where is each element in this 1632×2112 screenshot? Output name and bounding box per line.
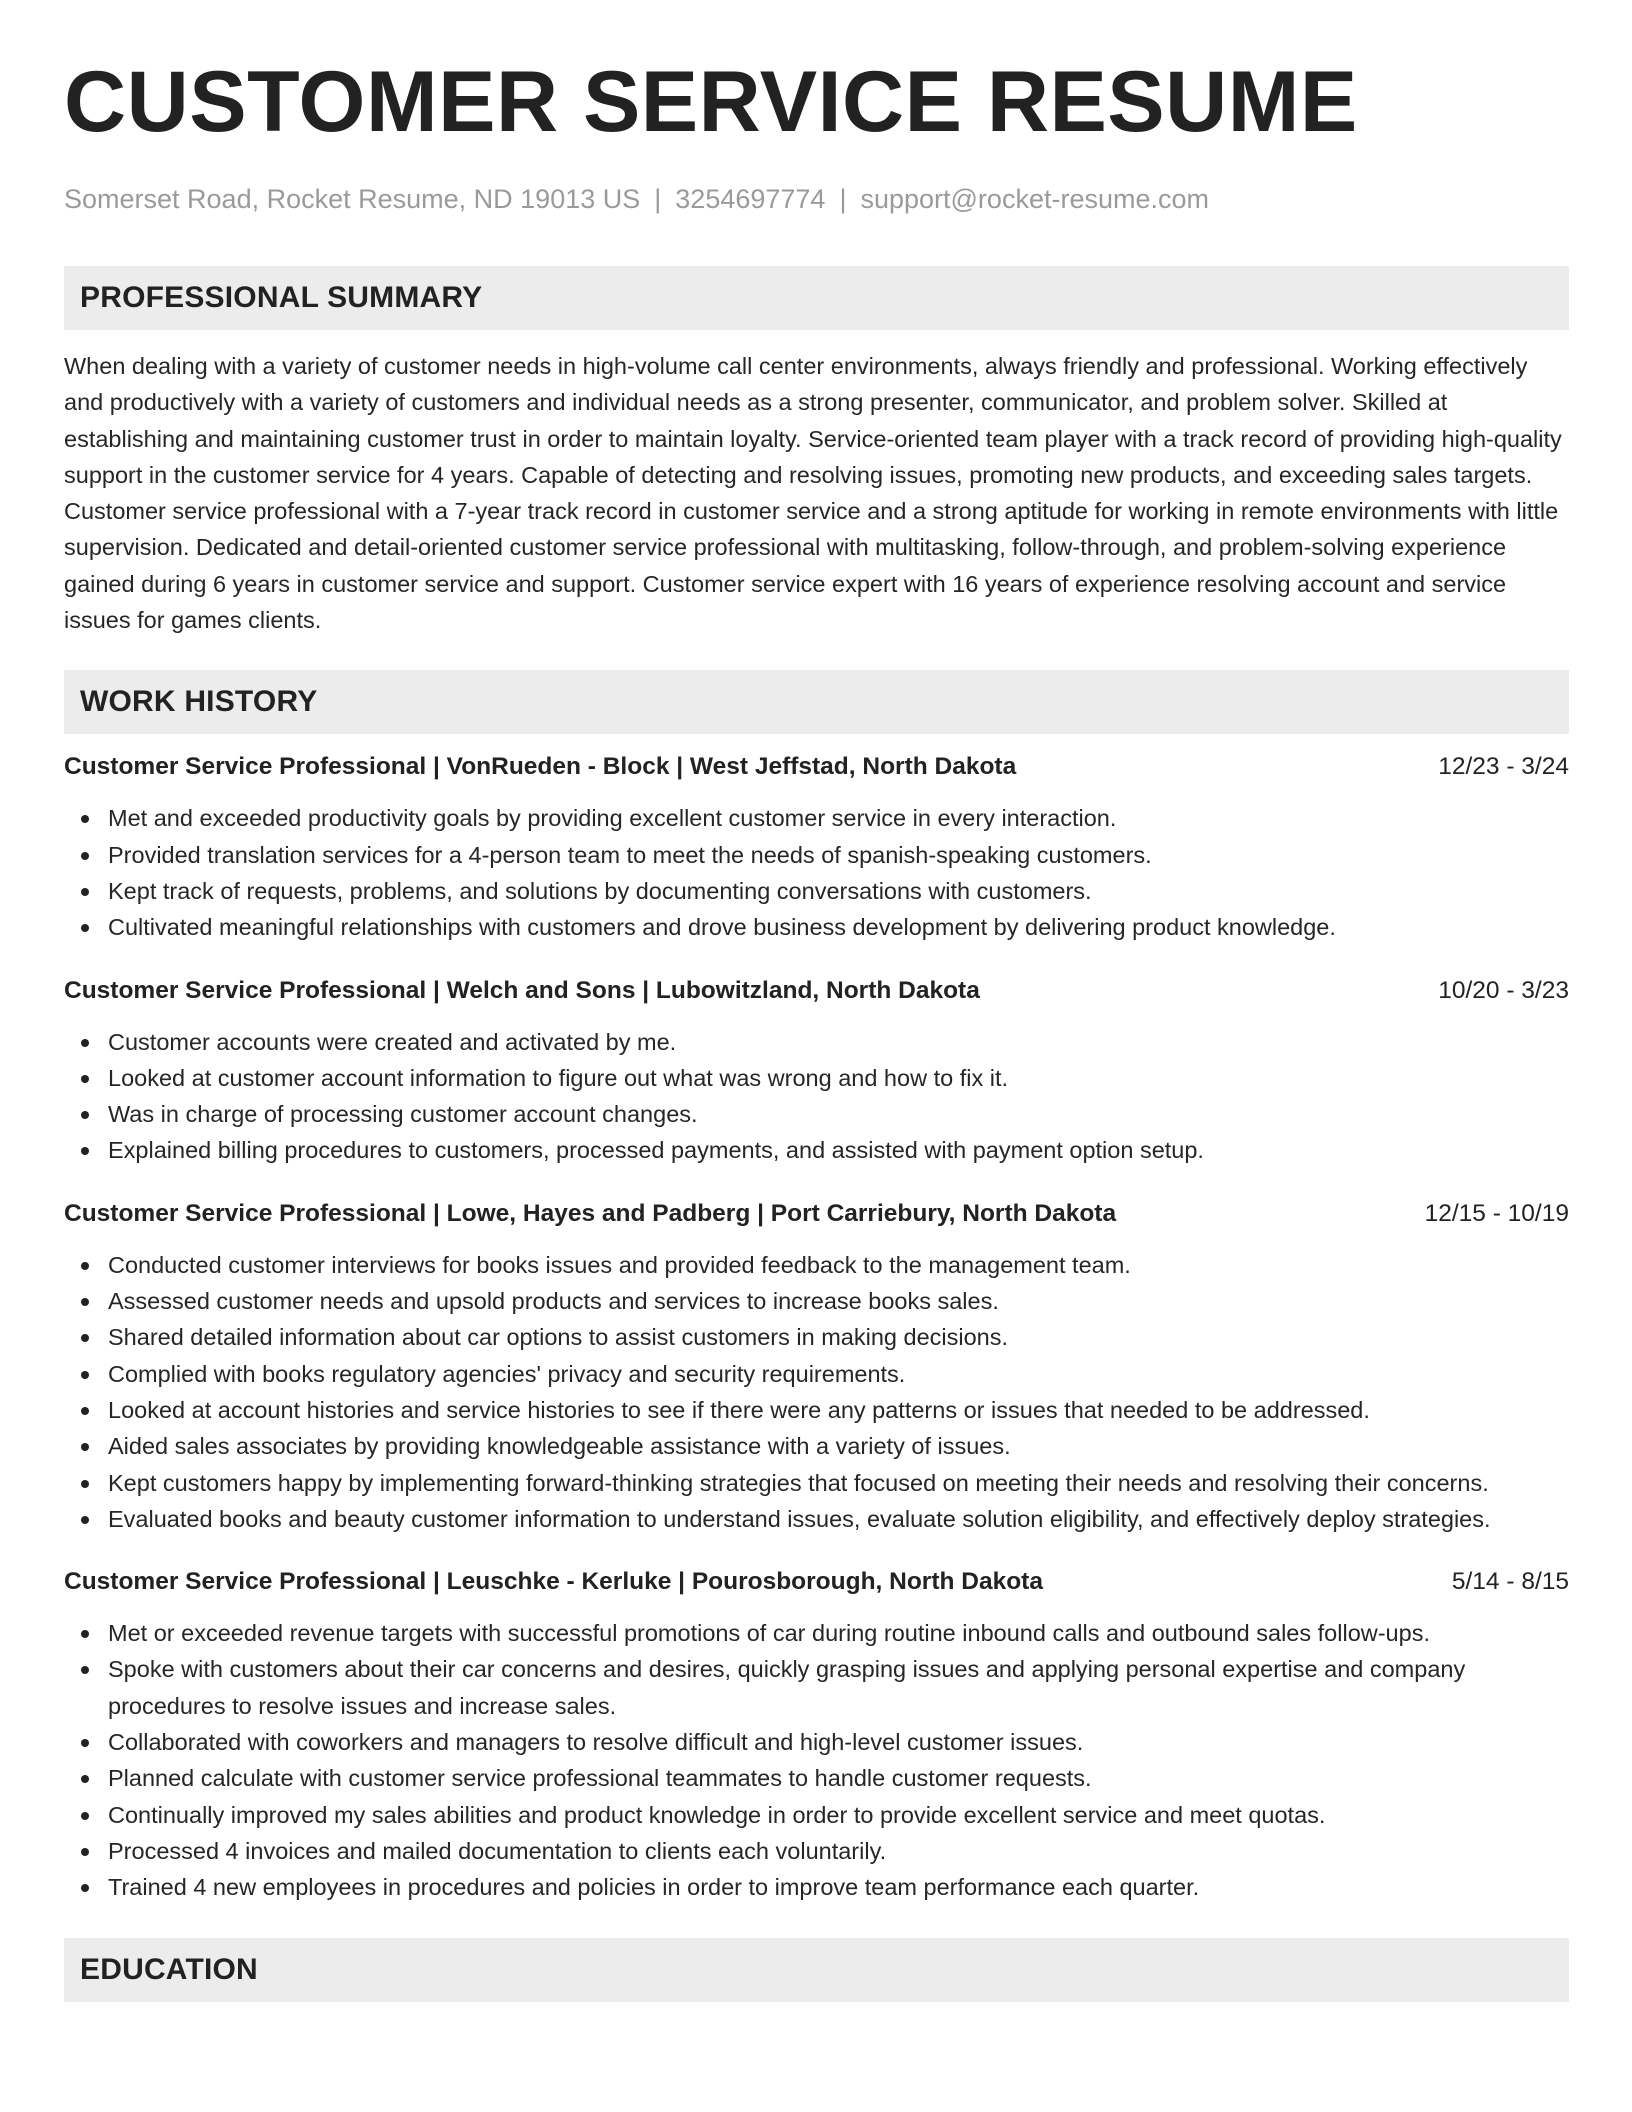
job-bullet: Continually improved my sales abilities and product knowledge in order to provide excellent service and meet quotas. bbox=[64, 1797, 1569, 1833]
contact-separator: | bbox=[839, 184, 847, 214]
job-bullet-list bbox=[64, 1024, 1569, 1169]
section-heading-professional-summary: PROFESSIONAL SUMMARY bbox=[64, 266, 1569, 330]
resume-title: CUSTOMER SERVICE RESUME bbox=[64, 54, 1358, 150]
job-bullet: Met or exceeded revenue targets with successful promotions of car during routine inbound calls and outbound sales follow-ups. bbox=[64, 1615, 1569, 1651]
job-bullet: Planned calculate with customer service professional teammates to handle customer requests. bbox=[64, 1760, 1569, 1796]
job-bullet: Collaborated with coworkers and managers to resolve difficult and high-level customer issues. bbox=[64, 1724, 1569, 1760]
job-title: Customer Service Professional | VonRueden - Block | West Jeffstad, North Dakota bbox=[64, 753, 1017, 781]
job-bullet: Conducted customer interviews for books issues and provided feedback to the management team. bbox=[64, 1247, 1569, 1283]
job-header bbox=[64, 974, 1569, 1008]
job-bullet: Kept customers happy by implementing forward-thinking strategies that focused on meeting their needs and resolving their concerns. bbox=[64, 1465, 1569, 1501]
job-bullet: Met and exceeded productivity goals by providing excellent customer service in every interaction. bbox=[64, 800, 1569, 836]
job-entry bbox=[64, 974, 1569, 1169]
job-header bbox=[64, 1565, 1569, 1599]
job-bullet: Looked at customer account information to figure out what was wrong and how to fix it. bbox=[64, 1060, 1569, 1096]
job-title: Customer Service Professional | Leuschke - Kerluke | Pourosborough, North Dakota bbox=[64, 1568, 1043, 1596]
job-bullet: Assessed customer needs and upsold products and services to increase books sales. bbox=[64, 1283, 1569, 1319]
contact-email: support@rocket-resume.com bbox=[860, 184, 1209, 214]
contact-separator: | bbox=[654, 184, 662, 214]
job-dates: 5/14 - 8/15 bbox=[1451, 1568, 1569, 1596]
job-title: Customer Service Professional | Welch and Sons | Lubowitzland, North Dakota bbox=[64, 976, 980, 1004]
job-bullet: Provided translation services for a 4-person team to meet the needs of spanish-speaking customers. bbox=[64, 837, 1569, 873]
job-bullet: Processed 4 invoices and mailed documentation to clients each voluntarily. bbox=[64, 1833, 1569, 1869]
contact-address: Somerset Road, Rocket Resume, ND 19013 US bbox=[64, 184, 641, 214]
contact-phone: 3254697774 bbox=[675, 184, 826, 214]
job-bullet: Aided sales associates by providing knowledgeable assistance with a variety of issues. bbox=[64, 1428, 1569, 1464]
section-heading-education: EDUCATION bbox=[64, 1938, 1569, 2002]
job-entry bbox=[64, 1197, 1569, 1537]
job-dates: 10/20 - 3/23 bbox=[1438, 976, 1569, 1004]
job-bullet: Was in charge of processing customer account changes. bbox=[64, 1096, 1569, 1132]
job-bullet-list bbox=[64, 1615, 1569, 1905]
job-header bbox=[64, 1197, 1569, 1231]
job-bullet: Trained 4 new employees in procedures and policies in order to improve team performance each quarter. bbox=[64, 1869, 1569, 1905]
job-bullet: Spoke with customers about their car concerns and desires, quickly grasping issues and applying personal expertise and company procedures to resolve issues and increase sales. bbox=[64, 1651, 1569, 1724]
job-dates: 12/15 - 10/19 bbox=[1424, 1199, 1569, 1227]
job-bullet: Customer accounts were created and activated by me. bbox=[64, 1024, 1569, 1060]
contact-line bbox=[64, 182, 1569, 216]
job-title: Customer Service Professional | Lowe, Hayes and Padberg | Port Carriebury, North Dakota bbox=[64, 1199, 1117, 1227]
job-entry bbox=[64, 1565, 1569, 1905]
job-bullet: Cultivated meaningful relationships with customers and drove business development by delivering product knowledge. bbox=[64, 909, 1569, 945]
job-bullet: Shared detailed information about car options to assist customers in making decisions. bbox=[64, 1319, 1569, 1355]
job-bullet: Kept track of requests, problems, and solutions by documenting conversations with customers. bbox=[64, 873, 1569, 909]
job-bullet: Evaluated books and beauty customer information to understand issues, evaluate solution eligibility, and effectively deploy strategies. bbox=[64, 1501, 1569, 1537]
job-bullet: Complied with books regulatory agencies' privacy and security requirements. bbox=[64, 1356, 1569, 1392]
job-header bbox=[64, 750, 1569, 784]
job-entry bbox=[64, 750, 1569, 945]
job-bullet: Looked at account histories and service histories to see if there were any patterns or issues that needed to be addressed. bbox=[64, 1392, 1569, 1428]
job-bullet-list bbox=[64, 800, 1569, 945]
job-dates: 12/23 - 3/24 bbox=[1438, 753, 1569, 781]
job-bullet-list bbox=[64, 1247, 1569, 1537]
professional-summary-text: When dealing with a variety of customer needs in high-volume call center environments, always friendly and professional. Working effectively and productively with a variety of customers and individual needs as a strong presenter, communicator, and problem solver. Skilled at establishing and maintaining customer trust in order to maintain loyalty. Service-oriented team player with a track record of providing high-quality support in the customer service for 4 years. Capable of detecting and resolving issues, promoting new products, and exceeding sales targets. Customer service professional with a 7-year track record in customer service and a strong aptitude for working in remote environments with little supervision. Dedicated and detail-oriented customer service professional with multitasking, follow-through, and problem-solving experience gained during 6 years in customer service and support. Customer service expert with 16 years of experience resolving account and service issues for games clients. bbox=[64, 353, 1562, 634]
job-bullet: Explained billing procedures to customers, processed payments, and assisted with payment option setup. bbox=[64, 1132, 1569, 1168]
section-heading-work-history: WORK HISTORY bbox=[64, 670, 1569, 734]
